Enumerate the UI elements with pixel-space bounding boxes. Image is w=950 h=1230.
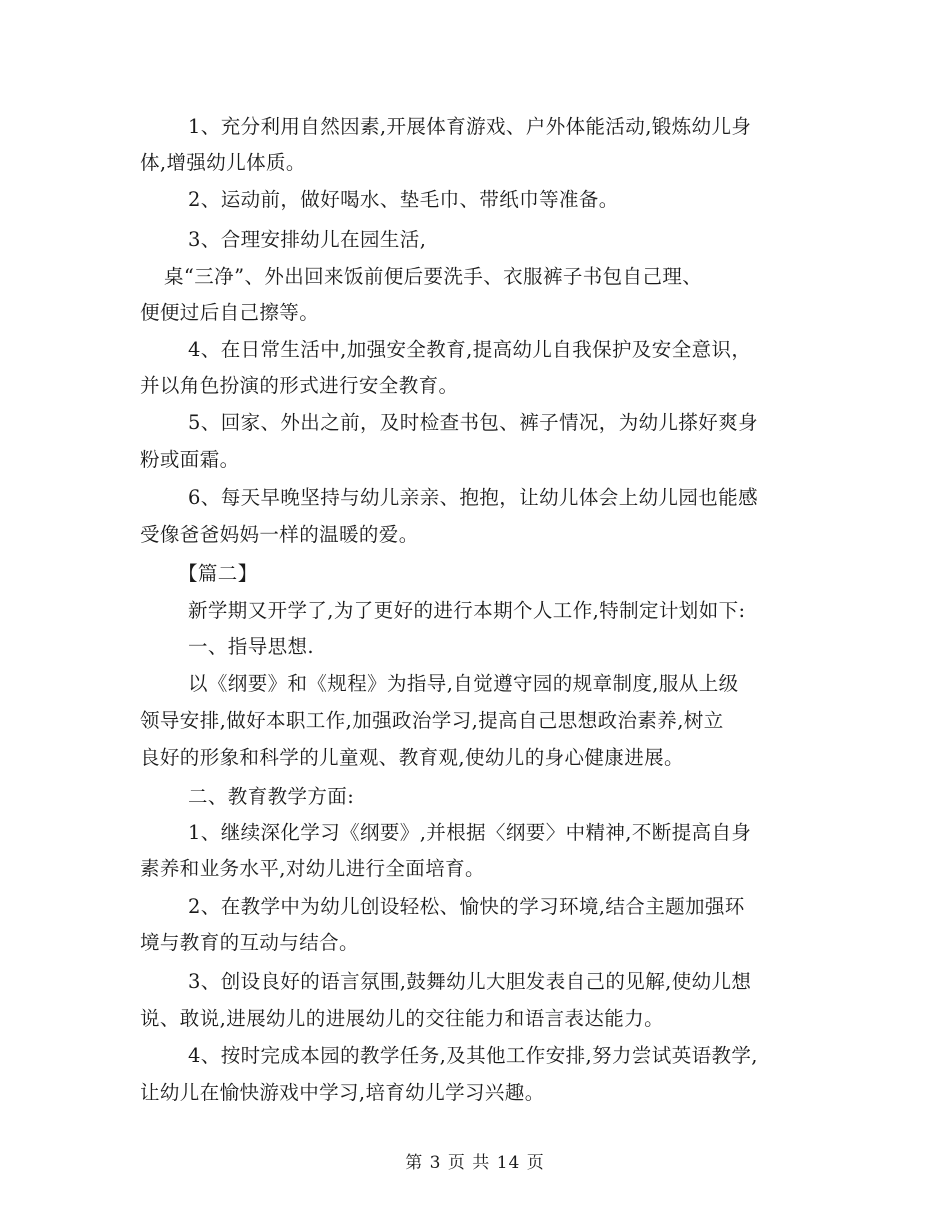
paragraph-line: 桌“三净”、外出回来饭前便后要洗手、衣服裤子书包自己理、 [164,265,703,288]
paragraph-line: 良好的形象和科学的儿童观、教育观,使幼儿的身心健康进展。 [140,746,684,769]
section-heading: 【篇二】 [178,562,258,585]
paragraph-line: 说、敢说,进展幼儿的进展幼儿的交往能力和语言表达能力。 [140,1007,664,1030]
paragraph-line: 4、按时完成本园的教学任务,及其他工作安排,努力尝试英语教学, [188,1044,758,1067]
paragraph-line: 受像爸爸妈妈一样的温暖的爱。 [140,523,419,546]
section-heading: 一、指导思想. [188,635,314,658]
paragraph-line: 2、运动前，做好喝水、垫毛巾、带纸巾等准备。 [188,188,619,211]
paragraph-line: 2、在教学中为幼儿创设轻松、愉快的学习环境,结合主题加强环 [188,895,745,918]
paragraph-line: 新学期又开学了,为了更好的进行本期个人工作,特制定计划如下: [188,599,746,622]
paragraph-line: 境与教育的互动与结合。 [140,931,359,954]
paragraph-line: 领导安排,做好本职工作,加强政治学习,提高自己思想政治素养,树立 [140,709,724,732]
paragraph-line: 1、继续深化学习《纲要》,并根据〈纲要〉中精神,不断提高自身 [188,821,752,844]
paragraph-line: 并以角色扮演的形式进行安全教育。 [140,374,459,397]
paragraph-line: 体,增强幼儿体质。 [140,151,306,174]
paragraph-line: 3、合理安排幼儿在园生活, [188,228,427,251]
paragraph-line: 4、在日常生活中,加强安全教育,提高幼儿自我保护及安全意识， [188,338,752,361]
paragraph-line: 让幼儿在愉快游戏中学习,培育幼儿学习兴趣。 [140,1081,545,1104]
paragraph-line: 粉或面霜。 [140,448,240,471]
paragraph-line: 以《纲要》和《规程》为指导,自觉遵守园的规章制度,服从上级 [188,672,739,695]
paragraph-line: 便便过后自己擦等。 [140,301,320,324]
section-heading: 二、教育教学方面: [188,785,355,808]
paragraph-line: 5、回家、外出之前，及时检查书包、裤子情况，为幼儿搽好爽身 [188,411,759,434]
paragraph-line: 6、每天早晚坚持与幼儿亲亲、抱抱，让幼儿体会上幼儿园也能感 [188,486,759,509]
paragraph-line: 素养和业务水平,对幼儿进行全面培育。 [140,857,485,880]
paragraph-line: 3、创设良好的语言氛围,鼓舞幼儿大胆发表自己的见解,使幼儿想 [188,970,752,993]
page-number-footer: 第 3 页 共 14 页 [405,1153,545,1173]
paragraph-line: 1、充分利用自然因素,开展体育游戏、户外体能活动,锻炼幼儿身 [188,115,752,138]
